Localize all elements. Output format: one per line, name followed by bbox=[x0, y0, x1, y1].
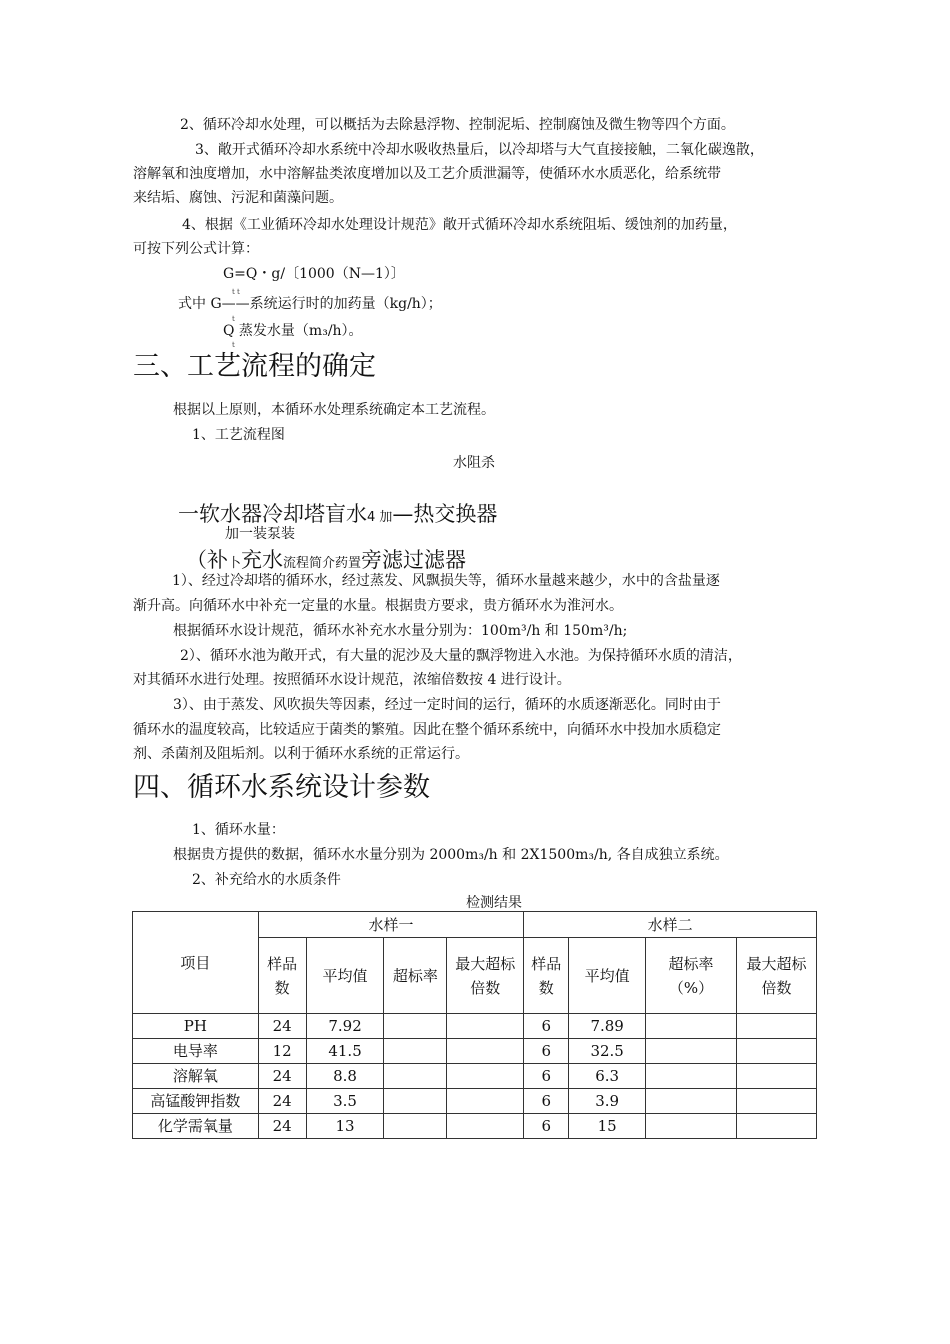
row-avg-2: 15 bbox=[569, 1114, 646, 1139]
header-count-2: 样品数 bbox=[524, 938, 569, 1014]
row-count-2: 6 bbox=[524, 1089, 569, 1114]
table-row bbox=[133, 1064, 817, 1089]
table-row bbox=[133, 1039, 817, 1064]
formula-subscript: t t bbox=[232, 288, 240, 296]
item-1-line3: 根据循环水设计规范，循环水补充水水量分别为：100m³/h 和 150m³/h; bbox=[173, 623, 628, 639]
row-name: 化学需氧量 bbox=[133, 1114, 259, 1139]
row-name: PH bbox=[133, 1014, 259, 1039]
definition-g-subscript: t bbox=[232, 315, 235, 323]
header-exceed-2: 超标率（%） bbox=[646, 938, 737, 1014]
para-2: 2、循环冷却水处理，可以概括为去除悬浮物、控制泥垢、控制腐蚀及微生物等四个方面。 bbox=[180, 117, 735, 133]
item-1-line2: 渐升高。向循环水中补充一定量的水量。根据贵方要求，贵方循环水为淮河水。 bbox=[133, 598, 623, 614]
flow-line-3-part-e: 旁滤过滤器 bbox=[361, 548, 467, 572]
definition-g: 式中 G——系统运行时的加药量（kg/h）； bbox=[178, 296, 442, 312]
para-4-line2: 可按下列公式计算： bbox=[133, 241, 259, 257]
row-name: 高锰酸钾指数 bbox=[133, 1089, 259, 1114]
row-max-1 bbox=[447, 1064, 524, 1089]
flow-line-3-part-b: 卜 bbox=[228, 556, 242, 571]
row-max-2 bbox=[736, 1064, 816, 1089]
row-max-2 bbox=[736, 1014, 816, 1039]
row-max-2 bbox=[736, 1089, 816, 1114]
row-exceed-2 bbox=[646, 1114, 737, 1139]
row-exceed-2 bbox=[646, 1039, 737, 1064]
section-4-sub1-text: 根据贵方提供的数据，循环水水量分别为 2000m₃/h 和 2X1500m₃/h, 各自成独立系统。 bbox=[173, 847, 729, 863]
definition-q: Q 蒸发水量（m₃/h）。 bbox=[223, 323, 363, 339]
row-count-2: 6 bbox=[524, 1064, 569, 1089]
row-count-1: 24 bbox=[258, 1064, 306, 1089]
row-exceed-1 bbox=[384, 1114, 447, 1139]
para-3-line2: 溶解氧和浊度增加，水中溶解盐类浓度增加以及工艺介质泄漏等，使循环水水质恶化，给系统带 bbox=[133, 166, 721, 182]
row-exceed-2 bbox=[646, 1014, 737, 1039]
row-avg-2: 6.3 bbox=[569, 1064, 646, 1089]
para-3-line1: 3、敞开式循环冷却水系统中冷却水吸收热量后，以冷却塔与大气直接接触，二氧化碳逸散， bbox=[195, 142, 764, 158]
table-row bbox=[133, 1114, 817, 1139]
row-avg-1: 7.92 bbox=[306, 1014, 384, 1039]
item-3-line1: 3）、由于蒸发、风吹损失等因素，经过一定时间的运行，循环的水质逐渐恶化。同时由于 bbox=[173, 697, 721, 713]
flow-line-1-part-b: 4 加 bbox=[367, 510, 393, 525]
header-avg-1: 平均值 bbox=[306, 938, 384, 1014]
item-2-line2: 对其循环水进行处理。按照循环水设计规范，浓缩倍数按 4 进行设计。 bbox=[133, 672, 571, 688]
section-4-heading: 四、循环水系统设计参数 bbox=[133, 772, 430, 803]
row-max-1 bbox=[447, 1014, 524, 1039]
table-row bbox=[133, 1014, 817, 1039]
row-exceed-1 bbox=[384, 1014, 447, 1039]
row-avg-2: 7.89 bbox=[569, 1014, 646, 1039]
row-count-2: 6 bbox=[524, 1014, 569, 1039]
section-4-sub1: 1、循环水量： bbox=[192, 822, 285, 838]
row-avg-1: 8.8 bbox=[306, 1064, 384, 1089]
row-exceed-1 bbox=[384, 1064, 447, 1089]
header-count-1: 样品数 bbox=[258, 938, 306, 1014]
row-avg-1: 3.5 bbox=[306, 1089, 384, 1114]
header-max-1: 最大超标倍数 bbox=[447, 938, 524, 1014]
para-4-line1: 4、根据《工业循环冷却水处理设计规范》敞开式循环冷却水系统阻垢、缓蚀剂的加药量， bbox=[182, 217, 737, 233]
section-3-intro: 根据以上原则，本循环水处理系统确定本工艺流程。 bbox=[173, 402, 495, 418]
row-max-2 bbox=[736, 1114, 816, 1139]
row-avg-1: 41.5 bbox=[306, 1039, 384, 1064]
header-exceed-1: 超标率 bbox=[384, 938, 447, 1014]
water-quality-table bbox=[132, 911, 817, 1139]
flow-line-1-part-c: —热交换器 bbox=[392, 502, 498, 526]
definition-q-subscript: t bbox=[232, 341, 235, 349]
row-max-1 bbox=[447, 1114, 524, 1139]
table-caption: 检测结果 bbox=[466, 895, 522, 911]
section-4-sub2: 2、补充给水的水质条件 bbox=[192, 872, 341, 888]
row-name: 电导率 bbox=[133, 1039, 259, 1064]
flow-line-1-part-a: 一软水器冷却塔盲水 bbox=[178, 502, 367, 526]
flow-line-3-part-a: （补 bbox=[186, 548, 228, 572]
header-sample-1: 水样一 bbox=[258, 912, 524, 938]
row-exceed-2 bbox=[646, 1089, 737, 1114]
row-max-1 bbox=[447, 1089, 524, 1114]
table-row bbox=[133, 1089, 817, 1114]
item-3-line3: 剂、杀菌剂及阻垢剂。以利于循环水系统的正常运行。 bbox=[133, 746, 469, 762]
row-max-2 bbox=[736, 1039, 816, 1064]
section-3-sub1: 1、工艺流程图 bbox=[192, 427, 285, 443]
row-count-1: 24 bbox=[258, 1014, 306, 1039]
header-sample-2: 水样二 bbox=[524, 912, 817, 938]
item-2-line1: 2）、循环水池为敞开式，有大量的泥沙及大量的飘浮物进入水池。为保持循环水质的清洁， bbox=[180, 648, 742, 664]
header-avg-2: 平均值 bbox=[569, 938, 646, 1014]
header-item: 项目 bbox=[133, 912, 259, 1014]
row-count-2: 6 bbox=[524, 1039, 569, 1064]
para-3-line3: 来结垢、腐蚀、污泥和菌藻问题。 bbox=[133, 190, 343, 206]
row-count-1: 24 bbox=[258, 1114, 306, 1139]
item-1-line1: 1）、经过冷却塔的循环水，经过蒸发、风飘损失等，循环水量越来越少，水中的含盐量逐 bbox=[172, 573, 720, 589]
header-max-2: 最大超标倍数 bbox=[736, 938, 816, 1014]
flow-line-3-part-d: 流程简介药置 bbox=[283, 556, 362, 571]
row-name: 溶解氧 bbox=[133, 1064, 259, 1089]
row-exceed-2 bbox=[646, 1064, 737, 1089]
row-exceed-1 bbox=[384, 1039, 447, 1064]
row-count-1: 24 bbox=[258, 1089, 306, 1114]
row-count-1: 12 bbox=[258, 1039, 306, 1064]
flow-top-label: 水阻杀 bbox=[453, 455, 495, 471]
row-max-1 bbox=[447, 1039, 524, 1064]
flow-line-3-part-c: 充水 bbox=[241, 548, 284, 572]
row-avg-2: 3.9 bbox=[569, 1089, 646, 1114]
item-3-line2: 循环水的温度较高，比较适应于菌类的繁殖。因此在整个循环系统中，向循环水中投加水质稳定 bbox=[133, 722, 721, 738]
row-count-2: 6 bbox=[524, 1114, 569, 1139]
formula: G=Q・g/〔1000（N—1）〕 bbox=[223, 266, 405, 282]
section-3-heading: 三、工艺流程的确定 bbox=[133, 351, 376, 382]
flow-line-2: 加一装泵装 bbox=[225, 526, 295, 542]
row-avg-2: 32.5 bbox=[569, 1039, 646, 1064]
row-exceed-1 bbox=[384, 1089, 447, 1114]
row-avg-1: 13 bbox=[306, 1114, 384, 1139]
